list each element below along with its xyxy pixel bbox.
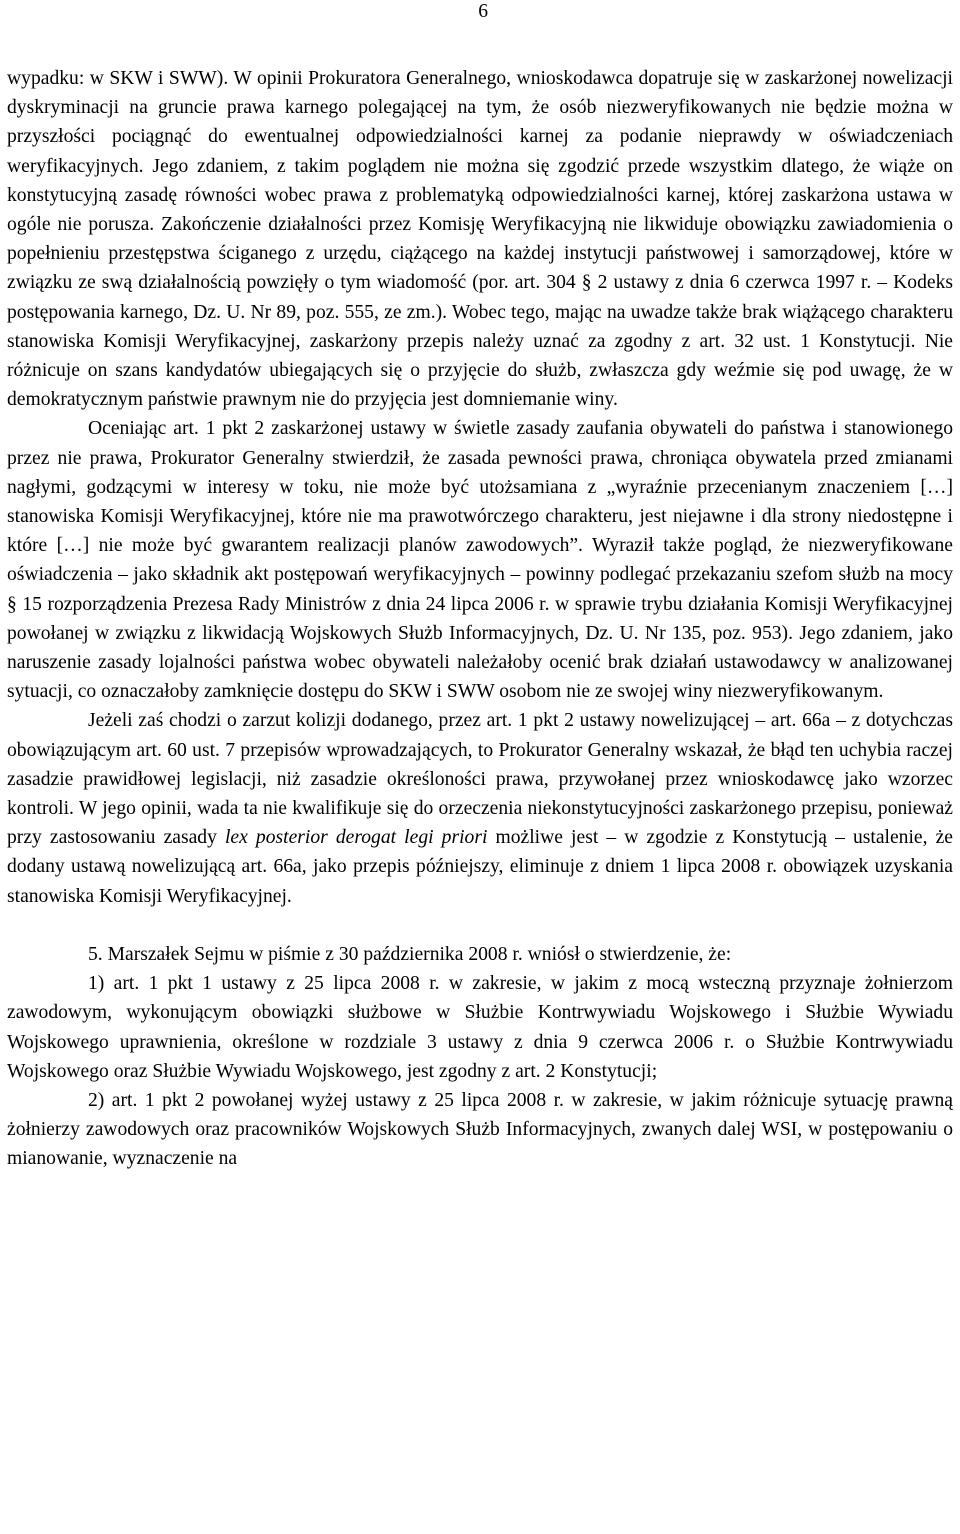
paragraph-prosecutor-collision-charge [7, 706, 953, 910]
paragraph-text-part: możliwe jest – w zgodzie z Konstytucją – ustalenie, że dodany ustawą nowelizującą art. 66a, jako przepis późniejszy, eliminuje z dniem 1 lipca 2008 r. obowiązek uzyskania stanowiska Komisji Weryfikacyjnej. [7, 827, 953, 907]
paragraph-marshal-point-1: 1) art. 1 pkt 1 ustawy z 25 lipca 2008 r. w zakresie, w jakim z mocą wsteczną przyznaje żołnierzom zawodowym, wykonującym obowiązki służbowe w Służbie Kontrwywiadu Wojskowego i Służbie Wywiadu Wojskowego uprawnienia, określone w rozdziale 3 ustawy z dnia 9 czerwca 2006 r. o Służbie Kontrwywiadu Wojskowego oraz Służbie Wywiadu Wojskowego, jest zgodny z art. 2 Konstytucji; [7, 973, 953, 1082]
latin-maxim: lex posterior derogat legi priori [224, 827, 488, 849]
paragraph-prosecutor-opinion-discrimination: wypadku: w SKW i SWW). W opinii Prokuratora Generalnego, wnioskodawca dopatruje się w zaskarżonej nowelizacji dyskryminacji na gruncie prawa karnego polegającej na tym, że osób niezweryfikowanych nie będzie można w przyszłości pociągnąć do ewentualnej odpowiedzialności karnej za podanie nieprawdy w oświadczeniach weryfikacyjnych. Jego zdaniem, z takim poglądem nie można się zgodzić przede wszystkim dlatego, że wiąże on konstytucyjną zasadę równości wobec prawa z problematyką odpowiedzialności karnej, której zaskarżona ustawa w ogóle nie porusza. Zakończenie działalności przez Komisję Weryfikacyjną nie likwiduje obowiązku zawiadomienia o popełnieniu przestępstwa ściganego z urzędu, ciążącego na każdej instytucji państwowej i samorządowej, które w związku ze swą działalnością powzięły o tym wiadomość (por. art. 304 § 2 ustawy z dnia 6 czerwca 1997 r. – Kodeks postępowania karnego, Dz. U. Nr 89, poz. 555, ze zm.). Wobec tego, mając na uwadze także brak wiążącego charakteru stanowiska Komisji Weryfikacyjnej, zaskarżony przepis należy uznać za zgodny z art. 32 ust. 1 Konstytucji. Nie różnicuje on szans kandydatów ubiegających się o przyjęcie do służb, zwłaszcza gdy weźmie się pod uwagę, że w demokratycznym państwie prawnym nie do przyjęcia jest domniemanie winy. [7, 68, 953, 411]
page-number: 6 [478, 1, 488, 22]
document-body [7, 64, 953, 1174]
paragraph-marshal-sejm-heading: 5. Marszałek Sejmu w piśmie z 30 października 2008 r. wniósł o stwierdzenie, że: [88, 943, 732, 965]
paragraph-marshal-point-2: 2) art. 1 pkt 2 powołanej wyżej ustawy z 25 lipca 2008 r. w zakresie, w jakim różnicuje sytuację prawną żołnierzy zawodowych oraz pracowników Wojskowych Służb Informacyjnych, zwanych dalej WSI, w postępowaniu o mianowanie, wyznaczenie na [7, 1089, 953, 1170]
paragraph-text-part: Jeżeli zaś chodzi o zarzut kolizji dodanego, przez art. 1 pkt 2 ustawy nowelizującej – art. 66a – z dotychczas obowiązującym art. 60 ust. 7 przepisów wprowadzających, to Prokurator Generalny wskazał, że błąd ten uchybia raczej zasadzie prawidłowej legislacji, niż zasadzie określoności prawa, przywołanej przez wnioskodawcę jako wzorzec kontroli. W jego opinii, wada ta nie kwalifikuje się do orzeczenia niekonstytucyjności zaskarżonego przepisu, ponieważ przy zastosowaniu zasady [7, 710, 953, 849]
paragraph-prosecutor-trust-principle: Oceniając art. 1 pkt 2 zaskarżonej ustawy w świetle zasady zaufania obywateli do państwa i stanowionego przez nie prawa, Prokurator Generalny stwierdził, że zasada pewności prawa, chroniąca obywatela przed zmianami nagłymi, godzącymi w interesy w toku, nie może być utożsamiana z „wyraźnie przecenianym znaczeniem […] stanowiska Komisji Weryfikacyjnej, które nie ma prawotwórczego charakteru, jest niejawne i dla strony niedostępne i które […] nie może być gwarantem realizacji planów zawodowych”. Wyraził także pogląd, że niezweryfikowane oświadczenia – jako składnik akt postępowań weryfikacyjnych – powinny podlegać przekazaniu szefom służb na mocy § 15 rozporządzenia Prezesa Rady Ministrów z dnia 24 lipca 2006 r. w sprawie trybu działania Komisji Weryfikacyjnej powołanej w związku z likwidacją Wojskowych Służb Informacyjnych, Dz. U. Nr 135, poz. 953). Jego zdaniem, jako naruszenie zasady lojalności państwa wobec obywateli należałoby ocenić brak działań ustawodawcy w analizowanej sytuacji, co oznaczałoby zamknięcie dostępu do SKW i SWW osobom nie ze swojej winy niezweryfikowanym. [7, 418, 953, 703]
